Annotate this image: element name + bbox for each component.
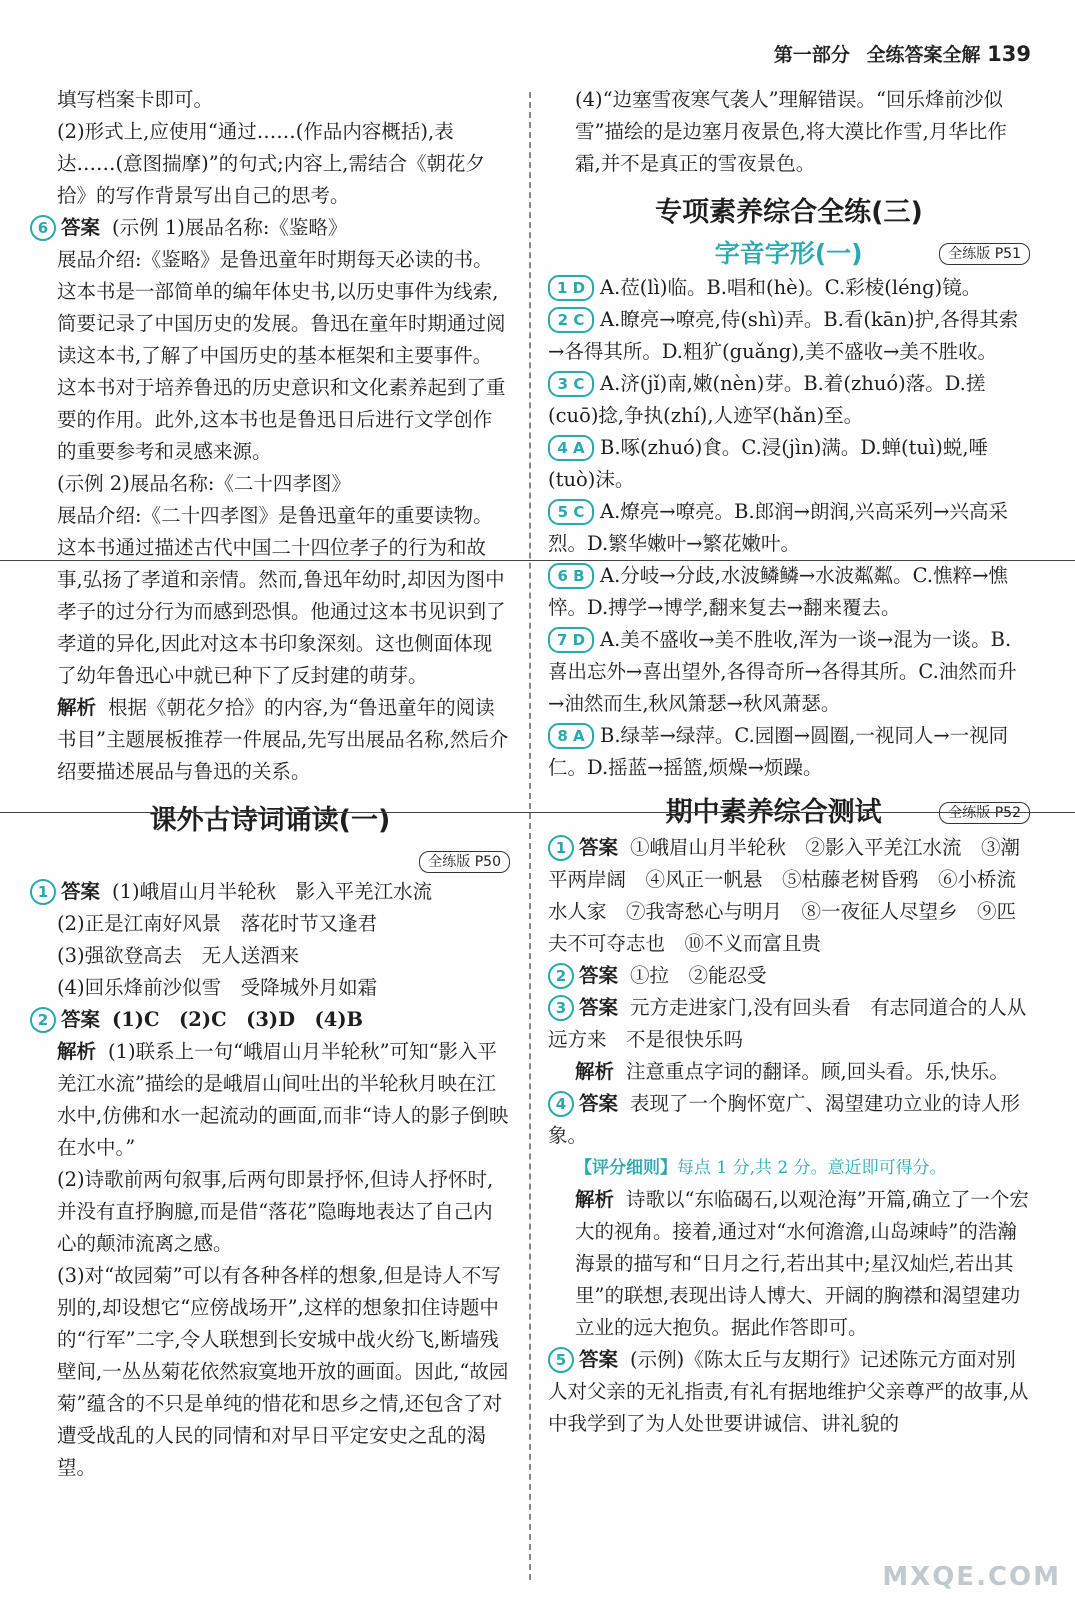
column-divider <box>529 92 531 1580</box>
m1-text: ①峨眉山月半轮秋 ②影入平羌江水流 ③潮平两岸阔 ④风正一帆悬 ⑤枯藤老树昏鸦 ⑥小桥流水人家 ⑦我寄愁心与明月 ⑧一夜征人尽望乡 ⑨匹夫不可夺志也 ⑩不义而富且贵 <box>548 836 1021 955</box>
section-title-midterm: 期中素养综合测试 <box>665 797 882 828</box>
page-number: 139 <box>987 42 1031 66</box>
scoring-rule-label: 【评分细则】 <box>575 1158 677 1178</box>
item-badge: 8 A <box>548 723 594 749</box>
left-top-line-1: 填写档案卡即可。 <box>57 88 214 111</box>
item-text: A.分岐→分歧,水波鳞鳞→水波粼粼。C.憔粹→憔悴。D.搏学→博学,翻来复去→翻来覆去。 <box>548 564 1008 619</box>
q6-answer <box>30 212 510 244</box>
q1-line-3: (3)强欲登高去 无人送酒来 <box>57 944 300 967</box>
m5-answer <box>548 1344 1030 1440</box>
answer-label: 答案 <box>579 1092 619 1115</box>
item-6 <box>548 560 1030 624</box>
answer-label: 答案 <box>579 836 619 859</box>
q1-line-2: (2)正是江南好风景 落花时节又逢君 <box>57 912 378 935</box>
m2-text: ①拉 ②能忍受 <box>630 964 767 987</box>
answer-label: 答案 <box>579 996 619 1019</box>
subsection-title: 字音字形(一) <box>714 239 863 268</box>
item-8 <box>548 720 1030 784</box>
section-reference-badge: 全练版 P50 <box>419 851 510 873</box>
scoring-rule-text: 每点 1 分,共 2 分。意近即可得分。 <box>677 1158 947 1178</box>
m4-number-badge: 4 <box>548 1091 574 1117</box>
fold-line-top <box>0 560 1075 561</box>
q6-first-line: (示例 1)展品名称:《鉴略》 <box>112 216 348 239</box>
m1-answer <box>548 832 1030 960</box>
section-reference-badge: 全练版 P51 <box>939 243 1030 265</box>
q2-answer <box>30 1004 510 1036</box>
answer-label: 答案 <box>61 216 101 239</box>
q1-line-1: (1)峨眉山月半轮秋 影入平羌江水流 <box>112 880 433 903</box>
item-badge: 3 C <box>548 371 594 397</box>
m3-number-badge: 3 <box>548 995 574 1021</box>
item-badge: 4 A <box>548 435 594 461</box>
left-top-line-2: (2)形式上,应使用“通过……(作品内容概括),表达……(意图揣摩)”的句式;内容上,需结合《朝花夕拾》的写作背景写出自己的思考。 <box>57 120 485 207</box>
q6-analysis <box>30 692 510 788</box>
subsection-row <box>548 236 1030 272</box>
item-badge: 6 B <box>548 563 594 589</box>
m5-text: (示例)《陈太丘与友期行》记述陈元方面对别人对父亲的无礼指责,有礼有据地维护父亲尊严的故事,从中我学到了为人处世要讲诚信、讲礼貌的 <box>548 1348 1029 1435</box>
analysis-label: 解析 <box>57 696 97 719</box>
fold-line-bottom <box>0 812 1075 813</box>
item-text: A.燎亮→嘹亮。B.郎润→朗润,兴高采列→兴高采烈。D.繁华嫩叶→繁花嫩叶。 <box>548 500 1009 555</box>
q2-number-badge: 2 <box>30 1007 56 1033</box>
left-column <box>30 84 510 1484</box>
q6-analysis-text: 根据《朝花夕拾》的内容,为“鲁迅童年的阅读书目”主题展板推荐一件展品,先写出展品名称,然后介绍要描述展品与鲁迅的关系。 <box>57 696 509 783</box>
m3-analysis-text: 注意重点字词的翻译。顾,回头看。乐,快乐。 <box>626 1060 1009 1083</box>
q6-para-3: 展品介绍:《二十四孝图》是鲁迅童年的重要读物。这本书通过描述古代中国二十四位孝子的行为和故事,弘扬了孝道和亲情。然而,鲁迅年幼时,却因为图中孝子的过分行为而感到恐惧。他通过这本书见识到了孝道的异化,因此对这本书印象深刻。这也侧面体现了幼年鲁迅心中就已种下了反封建的萌芽。 <box>57 504 506 687</box>
right-column <box>548 84 1030 1440</box>
m2-number-badge: 2 <box>548 963 574 989</box>
answer-label: 答案 <box>61 1008 101 1031</box>
m4-answer <box>548 1088 1030 1152</box>
item-text: A.美不盛收→美不胜收,浑为一谈→混为一谈。B.喜出忘外→喜出望外,各得奇所→各得其所。C.油然而升→油然而生,秋风箫瑟→秋风萧瑟。 <box>548 628 1017 715</box>
watermark: MXQE.COM <box>882 1562 1061 1592</box>
q6-para-1: 展品介绍:《鉴略》是鲁迅童年时期每天必读的书。这本书是一部简单的编年体史书,以历史事件为线索,简要记录了中国历史的发展。鲁迅在童年时期通过阅读这本书,了解了中国历史的基本框架和主要事件。这本书对于培养鲁迅的历史意识和文化素养起到了重要的作用。此外,这本书也是鲁迅日后进行文学创作的重要参考和灵感来源。 <box>57 248 506 463</box>
scoring-rule <box>548 1152 1030 1184</box>
header-section: 第一部分 <box>773 44 850 66</box>
item-badge: 1 D <box>548 275 594 301</box>
item-5 <box>548 496 1030 560</box>
q1-answer <box>30 876 510 908</box>
analysis-label: 解析 <box>575 1060 615 1083</box>
item-4 <box>548 432 1030 496</box>
item-text: A.瞭亮→嘹亮,侍(shì)弄。B.看(kān)护,各得其索→各得其所。D.粗犷(guǎng),美不盛收→美不胜收。 <box>548 308 1019 363</box>
m3-analysis <box>548 1056 1030 1088</box>
q1-number-badge: 1 <box>30 879 56 905</box>
item-text: A.莅(lì)临。B.唱和(hè)。C.彩棱(léng)镜。 <box>600 276 982 299</box>
midterm-header-row <box>548 794 1030 832</box>
answer-label: 答案 <box>61 880 101 903</box>
right-top-para: (4)“边塞雪夜寒气袭人”理解错误。“回乐烽前沙似雪”描绘的是边塞月夜景色,将大漠比作雪,月华比作霜,并不是真正的雪夜景色。 <box>575 88 1007 175</box>
item-text: A.济(jǐ)南,嫩(nèn)芽。B.着(zhuó)落。D.搓(cuō)捻,争执(zhí),人迹罕(hǎn)至。 <box>548 372 986 427</box>
item-text: B.绿莘→绿萍。C.园圈→圆圈,一视同人→一视同仁。D.摇蓝→摇篮,烦燥→烦躁。 <box>548 724 1009 779</box>
m2-answer <box>548 960 1030 992</box>
m3-text: 元方走进家门,没有回头看 有志同道合的人从远方来 不是很快乐吗 <box>548 996 1027 1051</box>
analysis-label: 解析 <box>575 1188 615 1211</box>
answer-label: 答案 <box>579 964 619 987</box>
m3-answer <box>548 992 1030 1056</box>
m1-number-badge: 1 <box>548 835 574 861</box>
q2-para-2: (3)对“故园菊”可以有各种各样的想象,但是诗人不写别的,却设想它“应傍战场开”,这样的想象扣住诗题中的“行军”二字,令人联想到长安城中战火纷飞,断墙残壁间,一丛丛菊花依然寂寞地开放的画面。因此,“故园菊”蕴含的不只是单纯的惜花和思乡之情,还包含了对遭受战乱的人民的同情和对早日平定安史之乱的渴望。 <box>57 1264 509 1479</box>
m4-text: 表现了一个胸怀宽广、渴望建功立业的诗人形象。 <box>548 1092 1021 1147</box>
q6-para-2: (示例 2)展品名称:《二十四孝图》 <box>57 472 351 495</box>
q1-line-4: (4)回乐烽前沙似雪 受降城外月如霜 <box>57 976 378 999</box>
item-text: B.啄(zhuó)食。C.浸(jìn)满。D.蝉(tuì)蜕,唾(tuò)沫。 <box>548 436 989 491</box>
q2-para-1: (2)诗歌前两句叙事,后两句即景抒怀,但诗人抒怀时,并没有直抒胸臆,而是借“落花”隐晦地表达了自己内心的颠沛流离之感。 <box>57 1168 494 1255</box>
item-3 <box>548 368 1030 432</box>
q2-answer-text: (1)C (2)C (3)D (4)B <box>112 1008 364 1031</box>
m5-number-badge: 5 <box>548 1347 574 1373</box>
item-1 <box>548 272 1030 304</box>
q2-analysis-text: (1)联系上一句“峨眉山月半轮秋”可知“影入平羌江水流”描绘的是峨眉山间吐出的半轮秋月映在江水中,仿佛和水一起流动的画面,而非“诗人的影子倒映在水中。” <box>57 1040 509 1159</box>
header-subtitle: 全练答案全解 <box>866 44 981 66</box>
m4-analysis <box>548 1184 1030 1344</box>
q2-analysis <box>30 1036 510 1164</box>
m4-analysis-text: 诗歌以“东临碣石,以观沧海”开篇,确立了一个宏大的视角。接着,通过对“水何澹澹,山岛竦峙”的浩瀚海景的描写和“日月之行,若出其中;星汉灿烂,若出其里”的联想,表现出诗人博大、开阔的胸襟和渴望建功立业的远大抱负。据此作答即可。 <box>575 1188 1029 1339</box>
section-title-ancient-poems: 课外古诗词诵读(一) <box>149 805 391 836</box>
page-header <box>774 40 1031 67</box>
q6-number-badge: 6 <box>30 215 56 241</box>
analysis-label: 解析 <box>57 1040 97 1063</box>
answer-label: 答案 <box>579 1348 619 1371</box>
item-badge: 2 C <box>548 307 594 333</box>
item-badge: 7 D <box>548 627 594 653</box>
section-reference-badge: 全练版 P52 <box>939 802 1030 824</box>
section-title-special-practice: 专项素养综合全练(三) <box>655 197 923 228</box>
item-badge: 5 C <box>548 499 594 525</box>
item-2 <box>548 304 1030 368</box>
item-7 <box>548 624 1030 720</box>
